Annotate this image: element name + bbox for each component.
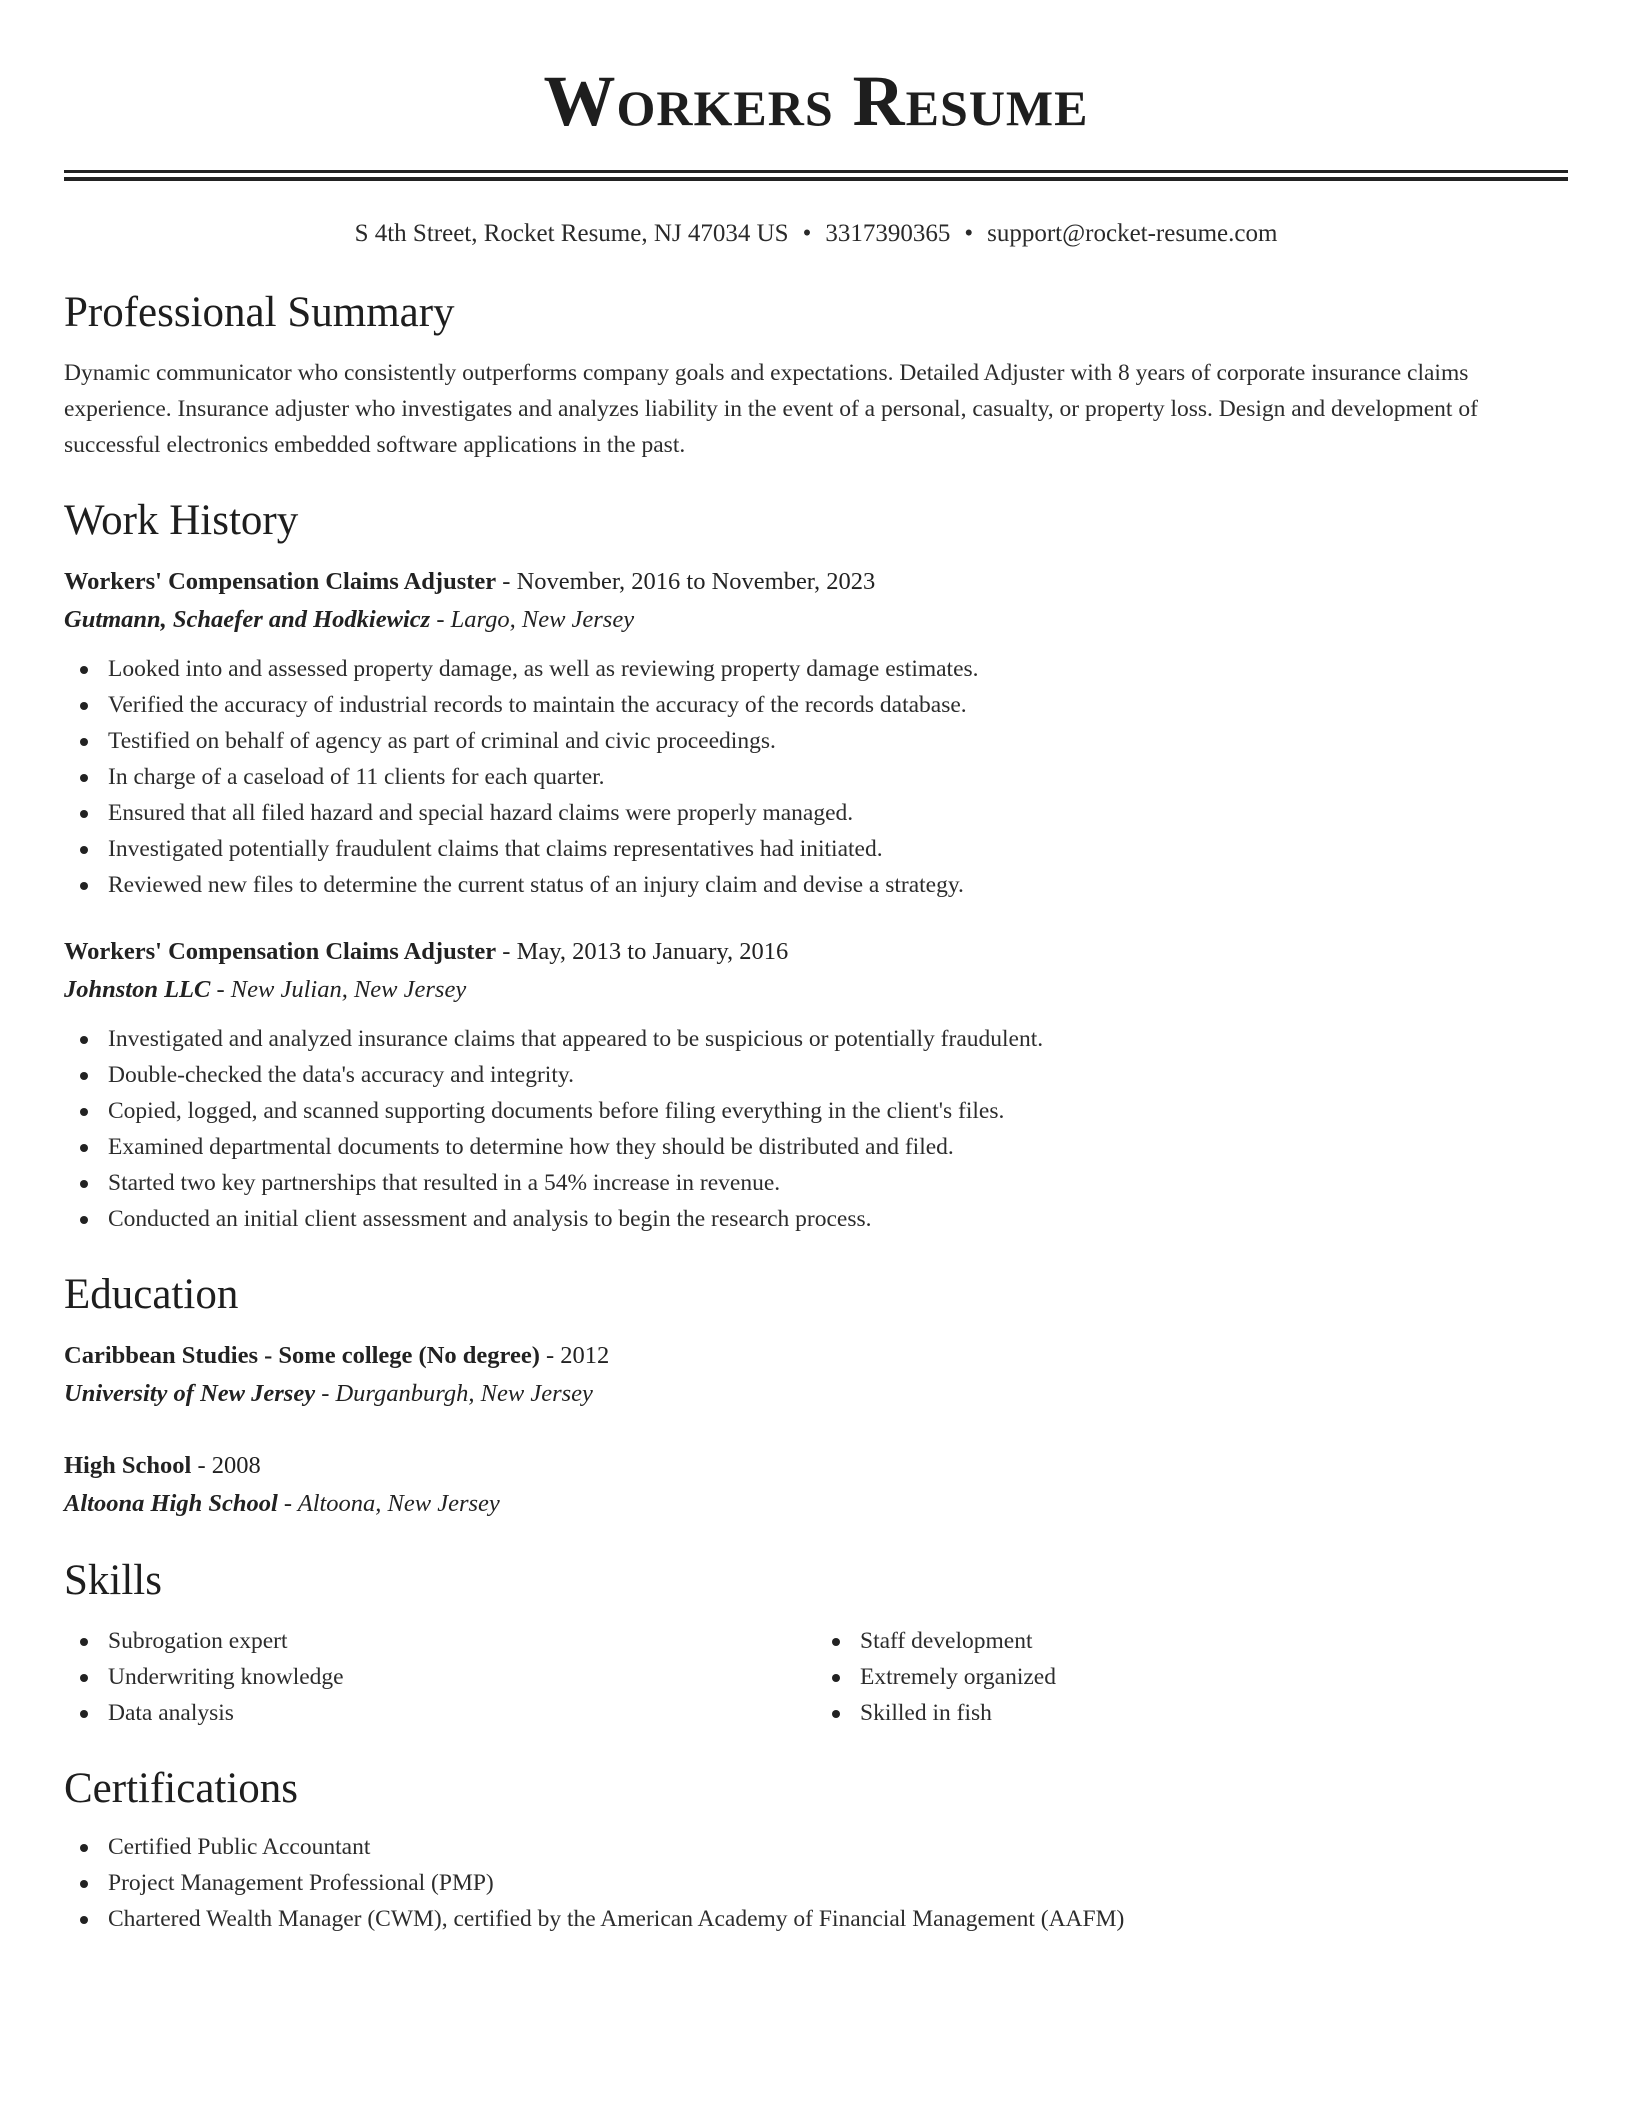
certification-item: Certified Public Accountant [64, 1829, 1568, 1865]
contact-separator: • [964, 220, 974, 247]
section-title-certifications: Certifications [64, 1765, 299, 1812]
skill-item: Extremely organized [816, 1659, 1568, 1695]
certifications-section [64, 1761, 1568, 1937]
education-year: - 2008 [191, 1452, 261, 1479]
list-item: Conducted an initial client assessment and analysis to begin the research process. [64, 1201, 1568, 1237]
education-entry [64, 1447, 1568, 1523]
skill-item: Underwriting knowledge [64, 1659, 816, 1695]
job-location: - New Julian, New Jersey [210, 976, 467, 1003]
education-school-line [64, 1485, 1568, 1523]
resume-name: Workers Resume [543, 61, 1089, 141]
job-entry [64, 933, 1568, 1237]
skill-item: Staff development [816, 1623, 1568, 1659]
education-heading [64, 1447, 1568, 1485]
job-employer [64, 601, 1568, 639]
list-item: Testified on behalf of agency as part of criminal and civic proceedings. [64, 723, 1568, 759]
section-title-work-history: Work History [64, 497, 299, 544]
summary-text: Dynamic communicator who consistently outperforms company goals and expectations. Detailed Adjuster with 8 years of corporate insurance claims experience. Insurance adjuster who investigates and analyzes liability in the event of a personal, casualty, or property loss. Design and development of successful electronics embedded software applications in the past. [64, 360, 1478, 458]
job-entry [64, 563, 1568, 903]
job-heading [64, 933, 1568, 971]
list-item: Copied, logged, and scanned supporting documents before filing everything in the client's files. [64, 1093, 1568, 1129]
education-entry [64, 1337, 1568, 1413]
certification-item: Project Management Professional (PMP) [64, 1865, 1568, 1901]
skill-item: Skilled in fish [816, 1695, 1568, 1731]
job-position: Workers' Compensation Claims Adjuster [64, 568, 497, 595]
job-bullets [64, 1021, 1568, 1237]
job-company: Gutmann, Schaefer and Hodkiewicz [64, 606, 431, 633]
job-position: Workers' Compensation Claims Adjuster [64, 938, 497, 965]
list-item: Double-checked the data's accuracy and integrity. [64, 1057, 1568, 1093]
job-company: Johnston LLC [64, 976, 211, 1003]
education-degree: High School [64, 1452, 192, 1479]
section-title-education: Education [64, 1271, 239, 1318]
skill-item: Data analysis [64, 1695, 816, 1731]
list-item: Looked into and assessed property damage, as well as reviewing property damage estimates. [64, 651, 1568, 687]
education-section [64, 1267, 1568, 1523]
education-school: University of New Jersey [64, 1380, 316, 1407]
list-item: In charge of a caseload of 11 clients for each quarter. [64, 759, 1568, 795]
contact-separator: • [802, 220, 812, 247]
section-title-summary: Professional Summary [64, 289, 455, 336]
list-item: Investigated and analyzed insurance claims that appeared to be suspicious or potentially fraudulent. [64, 1021, 1568, 1057]
section-title-skills: Skills [64, 1557, 162, 1604]
contact-email: support@rocket-resume.com [987, 220, 1278, 247]
job-employer [64, 971, 1568, 1009]
job-dates: - November, 2016 to November, 2023 [496, 568, 876, 595]
skills-section [64, 1553, 1568, 1731]
job-location: - Largo, New Jersey [430, 606, 635, 633]
education-location: - Altoona, New Jersey [277, 1490, 500, 1517]
education-school: Altoona High School [64, 1490, 278, 1517]
education-location: - Durganburgh, New Jersey [315, 1380, 593, 1407]
certifications-list [64, 1829, 1568, 1937]
skill-item: Subrogation expert [64, 1623, 816, 1659]
education-heading [64, 1337, 1568, 1375]
skills-column-right [816, 1623, 1568, 1731]
skills-grid [64, 1623, 1568, 1731]
header-double-rule [64, 170, 1568, 181]
list-item: Reviewed new files to determine the current status of an injury claim and devise a strategy. [64, 867, 1568, 903]
education-year: - 2012 [539, 1342, 610, 1369]
list-item: Verified the accuracy of industrial records to maintain the accuracy of the records database. [64, 687, 1568, 723]
contact-line [64, 217, 1568, 251]
education-degree: Caribbean Studies - Some college (No degree) [64, 1342, 540, 1369]
list-item: Investigated potentially fraudulent claims that claims representatives had initiated. [64, 831, 1568, 867]
job-dates: - May, 2013 to January, 2016 [496, 938, 789, 965]
work-history-section [64, 493, 1568, 1237]
contact-address: S 4th Street, Rocket Resume, NJ 47034 US [354, 220, 789, 247]
certification-item: Chartered Wealth Manager (CWM), certified by the American Academy of Financial Management (AAFM) [64, 1901, 1568, 1937]
education-school-line [64, 1375, 1568, 1413]
skills-column-left [64, 1623, 816, 1731]
contact-phone: 3317390365 [825, 220, 951, 247]
job-bullets [64, 651, 1568, 903]
job-heading [64, 563, 1568, 601]
list-item: Examined departmental documents to determine how they should be distributed and filed. [64, 1129, 1568, 1165]
list-item: Started two key partnerships that resulted in a 54% increase in revenue. [64, 1165, 1568, 1201]
list-item: Ensured that all filed hazard and special hazard claims were properly managed. [64, 795, 1568, 831]
